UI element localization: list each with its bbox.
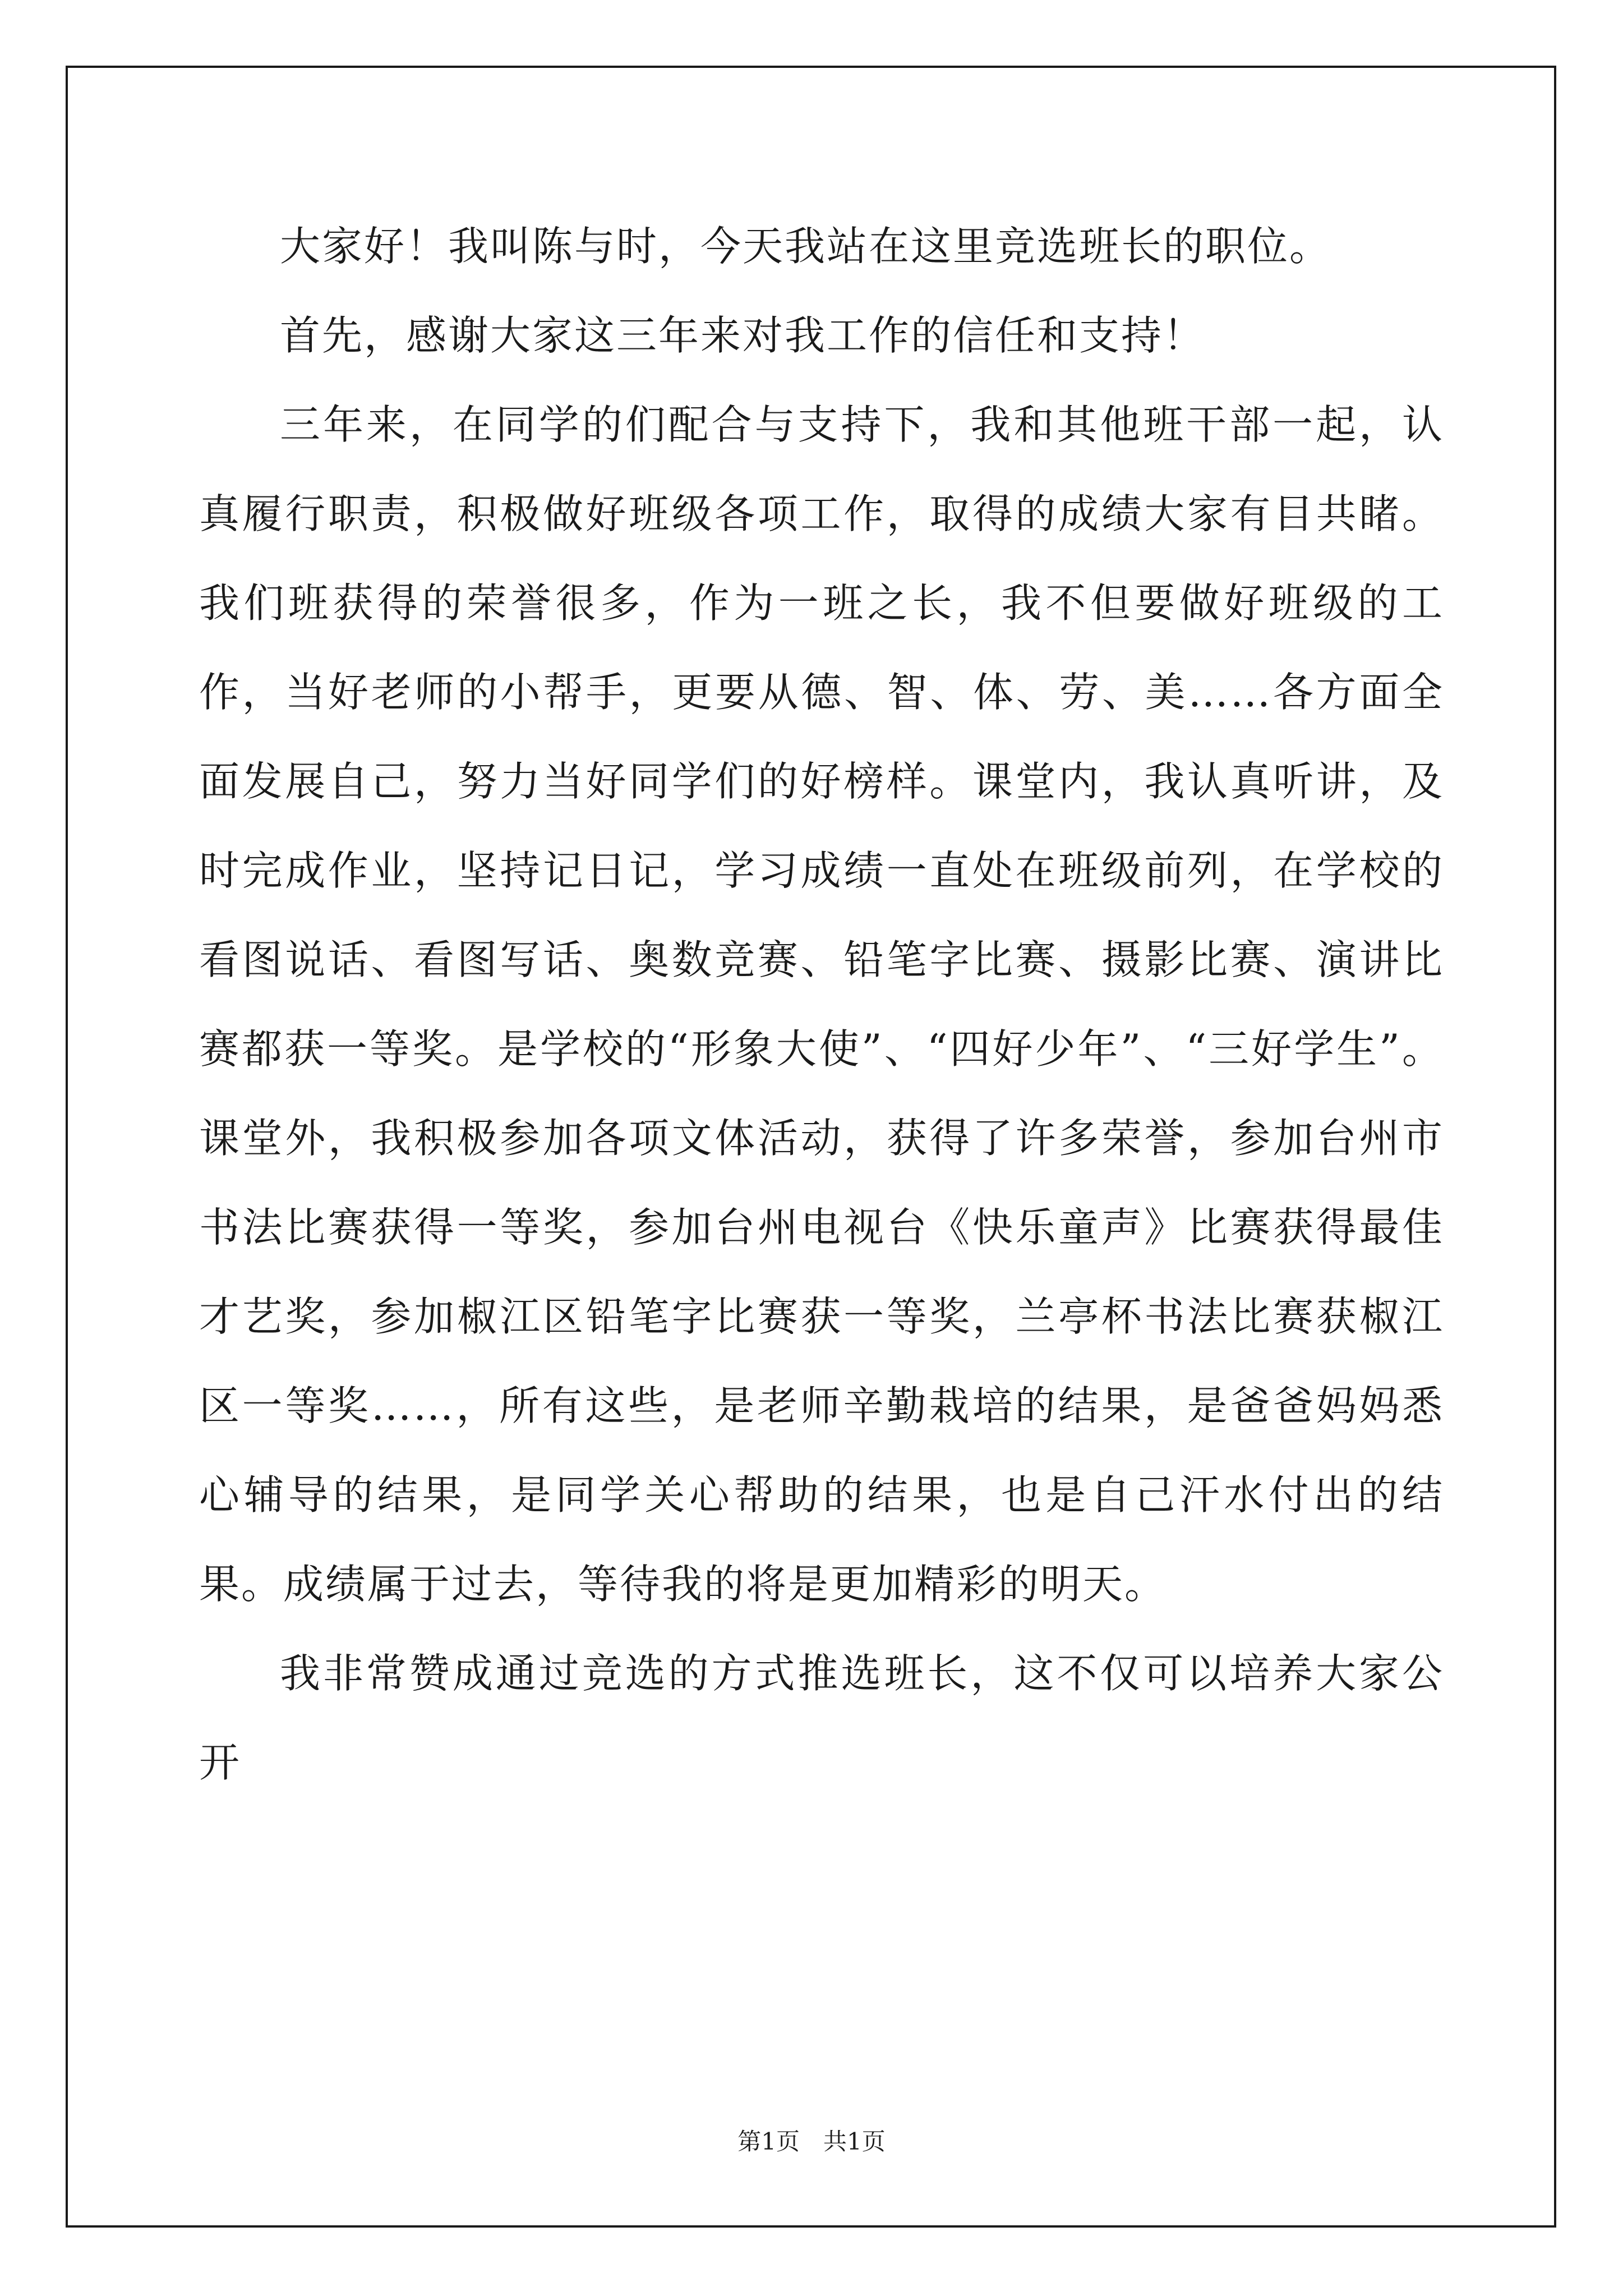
paragraph-greeting: 大家好！我叫陈与时，今天我站在这里竞选班长的职位。	[280, 223, 1332, 270]
paragraph-thanks: 首先，感谢大家这三年来对我工作的信任和支持！	[280, 312, 1206, 359]
page-footer: 第1页 共1页	[737, 2128, 886, 2155]
paragraph-achievements: 三年来，在同学的们配合与支持下，我和其他班干部一起，认真履行职责，积极做好班级各项工作，取得的成绩大家有目共睹。我们班获得的荣誉很多，作为一班之长，我不但要做好班级的工作，当好老师的小帮手，更要从德、智、体、劳、美……各方面全面发展自己，努力当好同学们的好榜样。课堂内，我认真听讲，及时完成作业，坚持记日记，学习成绩一直处在班级前列，在学校的看图说话、看图写话、奥数竞赛、铅笔字比赛、摄影比赛、演讲比赛都获一等奖。是学校的“形象大使”、“四好少年”、“三好学生”。课堂外，我积极参加各项文体活动，获得了许多荣誉，参加台州市书法比赛获得一等奖，参加台州电视台《快乐童声》比赛获得最佳才艺奖，参加椒江区铅笔字比赛获一等奖，兰亭杯书法比赛获椒江区一等奖……，所有这些，是老师辛勤栽培的结果，是爸爸妈妈悉心辅导的结果，是同学关心帮助的结果，也是自己汗水付出的结果。成绩属于过去，等待我的将是更加精彩的明天。	[199, 401, 1444, 1608]
paragraph-election-support: 我非常赞成通过竞选的方式推选班长，这不仅可以培养大家公开	[199, 1650, 1444, 1786]
document-body	[199, 202, 1444, 1807]
